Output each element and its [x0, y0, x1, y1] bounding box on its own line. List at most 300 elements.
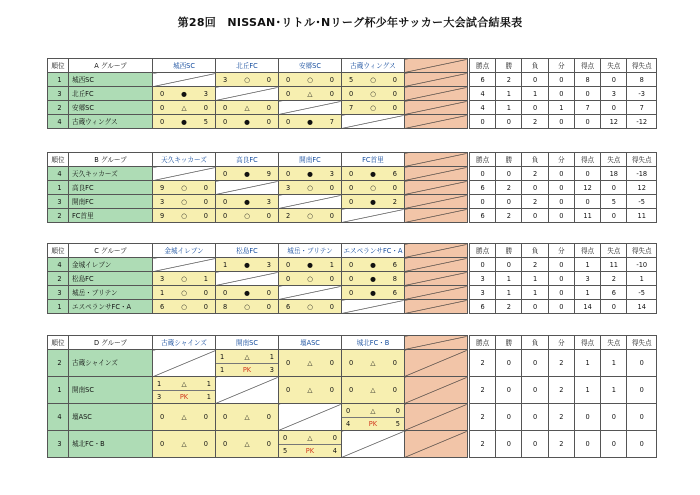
stat-value: 1: [522, 286, 548, 300]
result-mark: △: [244, 413, 250, 421]
team-column-header: 北丘FC: [215, 59, 278, 73]
result-line: [216, 116, 278, 128]
score-for: 0: [345, 406, 351, 415]
score-for: 3: [160, 197, 165, 206]
stat-value: 0: [548, 258, 574, 272]
result-mark: △: [181, 413, 187, 421]
result-mark: ○: [181, 197, 187, 206]
stat-value: 0: [470, 258, 496, 272]
rank-header: 順位: [48, 336, 69, 350]
team-column-header: 城岳・ブリテン: [278, 244, 341, 258]
stat-value: 0: [548, 181, 574, 195]
score-for: 9: [160, 211, 165, 220]
match-result-cell: [215, 286, 278, 300]
score-against: 0: [329, 302, 334, 311]
stat-value: 7: [627, 101, 657, 115]
diagonal-cell: [404, 101, 467, 115]
score-for: 0: [285, 274, 291, 283]
team-row: [48, 87, 657, 101]
result-mark: ●: [307, 260, 313, 269]
result-line: [216, 363, 278, 376]
score-against: 0: [392, 89, 397, 98]
stat-value: 14: [574, 300, 600, 314]
group-table: [47, 335, 657, 458]
stat-value: -12: [627, 115, 657, 129]
pk-mark: PK: [179, 392, 189, 401]
result-line: [342, 405, 404, 417]
stat-value: 1: [574, 350, 600, 377]
score-against: 0: [266, 117, 271, 126]
stat-value: 3: [470, 272, 496, 286]
result-line: [279, 182, 341, 194]
team-rank: 2: [48, 209, 69, 223]
team-rank: 1: [48, 73, 69, 87]
score-against: 1: [206, 392, 211, 401]
stat-value: 2: [470, 350, 496, 377]
result-line: [153, 411, 215, 423]
score-for: 0: [160, 103, 165, 112]
match-result-cell: [215, 195, 278, 209]
stat-value: 0: [574, 195, 600, 209]
team-rank: 2: [48, 350, 69, 377]
stat-header: 勝点: [470, 153, 496, 167]
team-row: [48, 115, 657, 129]
stat-value: 6: [470, 73, 496, 87]
stat-value: 0: [601, 181, 627, 195]
team-name: 天久キッカーズ: [69, 167, 153, 181]
match-result-cell: [278, 431, 341, 458]
result-mark: ○: [181, 288, 187, 297]
score-for: 0: [348, 169, 354, 178]
team-rank: 1: [48, 300, 69, 314]
result-line: [153, 301, 215, 313]
team-row: [48, 73, 657, 87]
match-result-cell: [153, 181, 216, 195]
score-for: 6: [285, 302, 291, 311]
stat-value: -18: [627, 167, 657, 181]
score-for: 0: [160, 89, 165, 98]
result-mark: △: [181, 379, 187, 388]
stat-header: 負: [522, 244, 548, 258]
score-for: 0: [222, 413, 228, 421]
team-column-header: FC首里: [341, 153, 404, 167]
team-name: 開南SC: [69, 377, 153, 404]
rank-header: 順位: [48, 244, 69, 258]
stat-value: 1: [601, 377, 627, 404]
result-mark: ●: [244, 197, 250, 206]
match-result-cell: [215, 404, 278, 431]
score-against: 0: [266, 211, 271, 220]
result-line: [342, 384, 404, 396]
stat-value: 2: [470, 404, 496, 431]
match-result-cell: [215, 115, 278, 129]
match-result-cell: [215, 101, 278, 115]
stat-value: 11: [601, 258, 627, 272]
result-line: [216, 168, 278, 180]
team-column-header: 城北FC・B: [341, 336, 404, 350]
result-mark: ○: [244, 302, 250, 311]
result-line: [153, 102, 215, 114]
team-rank: 3: [48, 87, 69, 101]
score-for: 0: [348, 386, 354, 394]
stat-header: 勝: [496, 59, 522, 73]
match-result-cell: [153, 404, 216, 431]
result-line: [216, 287, 278, 299]
match-result-cell: [153, 377, 216, 404]
result-line: [342, 168, 404, 180]
score-for: 2: [285, 211, 291, 220]
result-mark: △: [181, 440, 187, 448]
stat-value: 0: [522, 431, 548, 458]
score-against: 0: [392, 183, 397, 192]
result-mark: ●: [244, 260, 250, 269]
result-line: [216, 196, 278, 208]
stat-value: 2: [496, 209, 522, 223]
match-result-cell: [341, 181, 404, 195]
result-mark: △: [370, 406, 376, 415]
result-line: [216, 74, 278, 86]
diagonal-cell: [404, 300, 467, 314]
score-for: 0: [348, 260, 354, 269]
stat-value: 1: [574, 258, 600, 272]
group-table: [47, 152, 657, 223]
stat-header: 分: [548, 336, 574, 350]
team-column-header: 壇ASC: [278, 336, 341, 350]
score-against: 7: [329, 117, 334, 126]
score-against: 5: [395, 419, 400, 428]
team-rank: 3: [48, 195, 69, 209]
score-for: 0: [160, 413, 165, 421]
stat-value: 0: [601, 209, 627, 223]
match-result-cell: [215, 350, 278, 377]
team-name: 高良FC: [69, 181, 153, 195]
stat-header: 分: [548, 153, 574, 167]
team-name: 城北FC・B: [69, 431, 153, 458]
stat-value: 0: [627, 404, 657, 431]
stat-value: 4: [470, 87, 496, 101]
stat-value: 0: [522, 181, 548, 195]
stat-header: 失点: [601, 59, 627, 73]
team-rank: 2: [48, 272, 69, 286]
stat-value: 2: [470, 431, 496, 458]
result-mark: ○: [307, 183, 313, 192]
stat-value: 1: [522, 87, 548, 101]
team-row: [48, 181, 657, 195]
stat-header: 勝点: [470, 336, 496, 350]
match-result-cell: [278, 115, 341, 129]
header-row: [48, 153, 657, 167]
score-for: 7: [348, 103, 354, 112]
match-result-cell: [215, 258, 278, 272]
result-line: [216, 210, 278, 222]
team-column-header: 安郷SC: [278, 59, 341, 73]
stat-value: 0: [548, 286, 574, 300]
result-mark: ●: [370, 169, 376, 178]
score-for: 0: [160, 440, 165, 448]
stat-header: 勝: [496, 336, 522, 350]
result-line: [342, 196, 404, 208]
score-against: 9: [266, 169, 271, 178]
result-line: [279, 301, 341, 313]
stat-value: 0: [601, 73, 627, 87]
result-line: [279, 74, 341, 86]
team-row: [48, 195, 657, 209]
score-against: 0: [266, 75, 271, 84]
diagonal-cell: [404, 73, 467, 87]
stat-value: 2: [522, 167, 548, 181]
stat-value: 0: [627, 350, 657, 377]
result-mark: ○: [244, 75, 250, 84]
score-against: 2: [392, 197, 397, 206]
score-against: 3: [203, 89, 208, 98]
stat-value: 3: [601, 87, 627, 101]
score-for: 0: [222, 117, 228, 126]
result-mark: ●: [181, 89, 187, 98]
team-column-header: 開南SC: [215, 336, 278, 350]
score-against: 5: [203, 117, 208, 126]
result-line: [279, 432, 341, 444]
stat-header: 得点: [574, 59, 600, 73]
stat-value: 0: [548, 209, 574, 223]
stat-value: 0: [548, 115, 574, 129]
score-for: 0: [348, 288, 354, 297]
score-against: 0: [203, 288, 208, 297]
team-row: [48, 272, 657, 286]
result-line: [153, 116, 215, 128]
match-result-cell: [278, 181, 341, 195]
stat-value: 1: [574, 377, 600, 404]
header-row: [48, 244, 657, 258]
stat-value: 0: [548, 73, 574, 87]
stat-value: 8: [574, 73, 600, 87]
team-rank: 4: [48, 404, 69, 431]
self-match-cell: [278, 101, 341, 115]
stat-value: 0: [548, 300, 574, 314]
stat-header: 得点: [574, 244, 600, 258]
stat-value: 1: [548, 101, 574, 115]
stat-value: 2: [522, 195, 548, 209]
result-line: [216, 259, 278, 271]
score-against: 6: [392, 260, 397, 269]
stat-value: 4: [470, 101, 496, 115]
team-name: 安郷SC: [69, 101, 153, 115]
diagonal-cell: [404, 209, 467, 223]
diagonal-cell: [404, 87, 467, 101]
pk-mark: PK: [242, 365, 252, 374]
stat-value: 12: [574, 181, 600, 195]
match-result-cell: [278, 300, 341, 314]
stat-value: -5: [627, 286, 657, 300]
score-against: 0: [329, 183, 334, 192]
team-row: [48, 377, 657, 404]
result-line: [342, 417, 404, 430]
stat-value: 1: [574, 286, 600, 300]
stat-value: 12: [601, 115, 627, 129]
result-mark: ○: [307, 211, 313, 220]
stat-value: 1: [496, 286, 522, 300]
result-mark: △: [370, 359, 376, 367]
score-for: 1: [219, 365, 225, 374]
stat-value: 3: [470, 286, 496, 300]
stat-header: 分: [548, 59, 574, 73]
team-rank: 4: [48, 258, 69, 272]
score-against: 0: [332, 433, 337, 442]
team-name: 古蔵シャインズ: [69, 350, 153, 377]
stat-value: 11: [627, 209, 657, 223]
stat-value: 1: [496, 87, 522, 101]
stat-header: 得失点: [627, 153, 657, 167]
result-line: [342, 259, 404, 271]
match-result-cell: [153, 209, 216, 223]
group-name: B グループ: [69, 153, 153, 167]
score-for: 8: [222, 302, 228, 311]
stat-value: 0: [496, 431, 522, 458]
score-for: 0: [348, 197, 354, 206]
stat-value: 0: [496, 350, 522, 377]
score-against: 0: [329, 75, 334, 84]
stat-value: 0: [574, 431, 600, 458]
stat-value: 0: [522, 101, 548, 115]
stat-value: 2: [548, 350, 574, 377]
result-mark: ●: [244, 288, 250, 297]
score-against: 0: [266, 413, 271, 421]
stat-header: 勝: [496, 153, 522, 167]
score-against: 0: [203, 440, 208, 448]
stat-header: 得点: [574, 153, 600, 167]
match-result-cell: [215, 167, 278, 181]
stat-value: 0: [627, 377, 657, 404]
score-for: 0: [282, 433, 288, 442]
score-for: 0: [222, 197, 228, 206]
header-row: [48, 59, 657, 73]
stat-value: 1: [522, 272, 548, 286]
group-table: [47, 243, 657, 314]
result-line: [216, 351, 278, 363]
team-column-header: 高良FC: [215, 153, 278, 167]
team-row: [48, 101, 657, 115]
stat-value: 18: [601, 167, 627, 181]
match-result-cell: [341, 167, 404, 181]
match-result-cell: [278, 272, 341, 286]
result-mark: ○: [181, 274, 187, 283]
score-against: 1: [329, 260, 334, 269]
diagonal-cell: [404, 286, 467, 300]
team-row: [48, 209, 657, 223]
result-mark: ○: [370, 183, 376, 192]
score-for: 5: [282, 446, 288, 455]
page-title: 第28回 NISSAN･リトル･Nリーグ杯少年サッカー大会試合結果表: [177, 16, 523, 29]
score-for: 0: [348, 359, 354, 367]
stat-header: 負: [522, 59, 548, 73]
team-column-header: 城西SC: [153, 59, 216, 73]
score-for: 0: [222, 288, 228, 297]
team-column-header: 金城イレブン: [153, 244, 216, 258]
score-for: 0: [160, 117, 165, 126]
stat-header: 失点: [601, 336, 627, 350]
team-name: FC首里: [69, 209, 153, 223]
match-result-cell: [278, 350, 341, 377]
self-match-cell: [215, 181, 278, 195]
team-rank: 2: [48, 101, 69, 115]
stat-value: 8: [627, 73, 657, 87]
team-column-header: 開南FC: [278, 153, 341, 167]
match-result-cell: [278, 258, 341, 272]
stat-value: 0: [496, 258, 522, 272]
diagonal-cell: [404, 336, 467, 350]
stat-value: 1: [496, 272, 522, 286]
team-row: [48, 286, 657, 300]
pk-mark: PK: [368, 419, 378, 428]
stat-value: 0: [496, 195, 522, 209]
match-result-cell: [215, 209, 278, 223]
result-line: [342, 102, 404, 114]
score-against: 8: [392, 274, 397, 283]
stat-value: 0: [496, 404, 522, 431]
match-result-cell: [341, 286, 404, 300]
diagonal-cell: [404, 115, 467, 129]
team-row: [48, 258, 657, 272]
score-against: 1: [269, 352, 274, 361]
self-match-cell: [341, 300, 404, 314]
team-rank: 3: [48, 286, 69, 300]
match-result-cell: [341, 258, 404, 272]
team-name: 松島FC: [69, 272, 153, 286]
diagonal-cell: [404, 59, 467, 73]
result-line: [216, 411, 278, 423]
team-column-header: 天久キッカーズ: [153, 153, 216, 167]
result-mark: ●: [244, 169, 250, 178]
header-row: [48, 336, 657, 350]
match-result-cell: [278, 167, 341, 181]
self-match-cell: [153, 73, 216, 87]
score-for: 3: [285, 183, 291, 192]
stat-value: 1: [627, 272, 657, 286]
team-row: [48, 431, 657, 458]
score-against: 1: [203, 274, 208, 283]
stat-value: 11: [574, 209, 600, 223]
score-against: 0: [329, 211, 334, 220]
team-rank: 1: [48, 377, 69, 404]
result-mark: ○: [370, 103, 376, 112]
score-against: 0: [266, 288, 271, 297]
stat-value: 2: [470, 377, 496, 404]
stat-header: 得失点: [627, 244, 657, 258]
result-mark: ●: [307, 117, 313, 126]
stat-header: 分: [548, 244, 574, 258]
stat-value: 0: [574, 115, 600, 129]
stat-value: 0: [522, 377, 548, 404]
stat-value: 2: [522, 258, 548, 272]
score-against: 0: [203, 183, 208, 192]
team-name: 壇ASC: [69, 404, 153, 431]
result-line: [342, 273, 404, 285]
team-name: 城岳・ブリテン: [69, 286, 153, 300]
match-result-cell: [341, 73, 404, 87]
result-line: [342, 357, 404, 369]
score-against: 0: [392, 386, 397, 394]
result-mark: ●: [370, 274, 376, 283]
result-mark: ●: [307, 169, 313, 178]
stat-value: 6: [470, 209, 496, 223]
result-line: [153, 182, 215, 194]
result-line: [342, 287, 404, 299]
result-mark: △: [244, 352, 250, 361]
score-against: 3: [329, 169, 334, 178]
result-line: [279, 168, 341, 180]
score-against: 0: [203, 197, 208, 206]
score-for: 0: [222, 103, 228, 112]
team-name: エスペランサFC・A: [69, 300, 153, 314]
